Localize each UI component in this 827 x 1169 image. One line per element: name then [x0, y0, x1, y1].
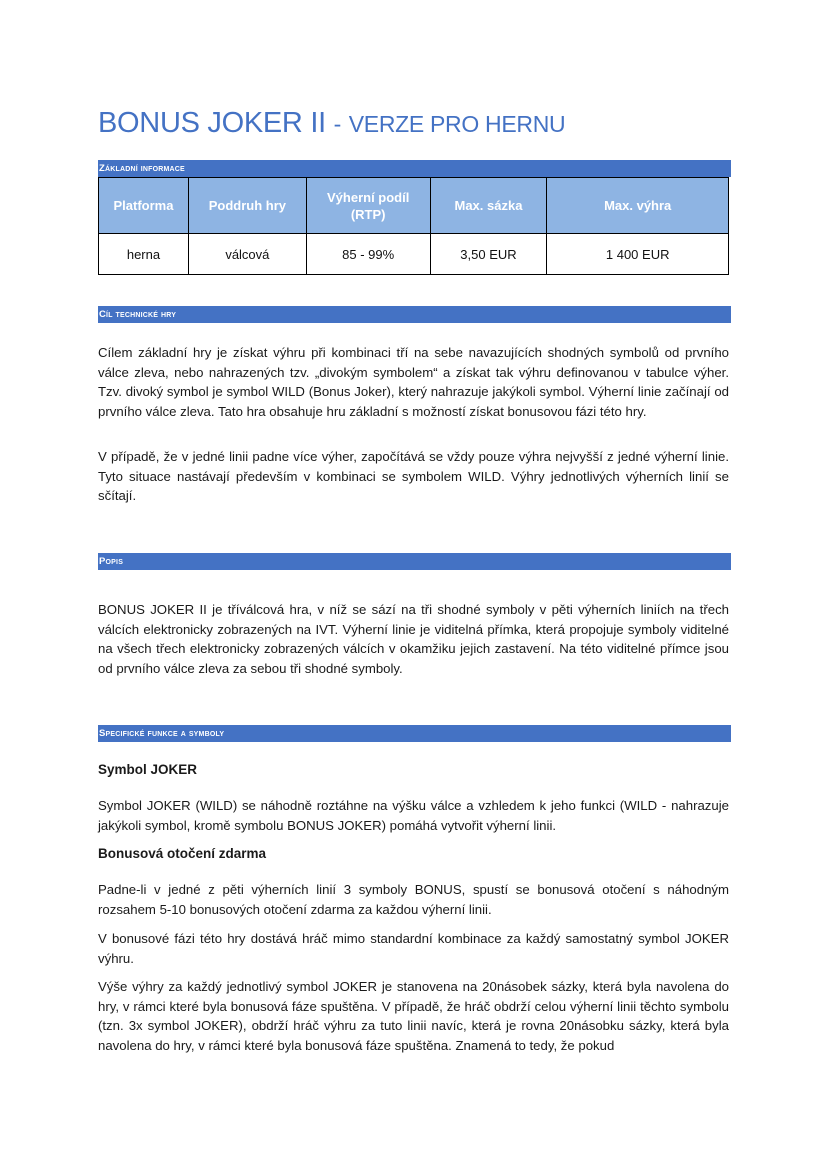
title-main: BONUS JOKER II: [98, 107, 326, 139]
section-header-popis: Popis: [98, 553, 731, 570]
info-table-header-row: [99, 178, 729, 234]
title-separator: -: [333, 111, 341, 137]
cell-rtp: 85 - 99%: [306, 234, 430, 275]
table-row: [99, 234, 729, 275]
header-platforma: Platforma: [99, 178, 189, 234]
cil-paragraph-2: V případě, že v jedné linii padne více výher, započítává se vždy pouze výhra nejvyšší z jedné výherní linie. Tyto situace nastávají především v kombinaci se symbolem WILD. Výhry jednotlivých výherních linií se sčítají.: [98, 449, 729, 503]
cell-max-vyhra: 1 400 EUR: [547, 234, 729, 275]
cell-platforma: herna: [99, 234, 189, 275]
title-sub: VERZE PRO HERNU: [348, 111, 566, 137]
section-header-zakladni: Základní informace: [98, 160, 731, 177]
header-rtp: Výherní podíl (RTP): [306, 178, 430, 234]
header-max-vyhra: Max. výhra: [547, 178, 729, 234]
bonus-paragraph-2: V bonusové fázi této hry dostává hráč mimo standardní kombinace za každý samostatný symbol JOKER výhru.: [98, 931, 729, 966]
cil-paragraph-1: Cílem základní hry je získat výhru při kombinaci tří na sebe navazujících shodných symbolů od prvního válce zleva, nebo nahrazených tzv. „divokým symbolem“ a získat tak výhru definovanou v tabulce výher. Tzv. divoký symbol je symbol WILD (Bonus Joker), který nahrazuje jakýkoli symbol. Výherní linie začínají od prvního válce zleva. Tato hra obsahuje hru základní s možností získat bonusovou fázi této hry.: [98, 345, 729, 419]
joker-paragraph: Symbol JOKER (WILD) se náhodně roztáhne na výšku válce a vzhledem k jeho funkci (WILD - nahrazuje jakýkoli symbol, kromě symbolu BONUS JOKER) pomáhá vytvořit výherní linii.: [98, 798, 729, 833]
cell-poddruh: válcová: [188, 234, 306, 275]
page-title: [98, 104, 565, 143]
header-max-sazka: Max. sázka: [430, 178, 547, 234]
bonus-heading: Bonusová otočení zdarma: [98, 846, 267, 861]
info-table: [98, 177, 729, 275]
bonus-paragraph-1: Padne-li v jedné z pěti výherních linií 3 symboly BONUS, spustí se bonusová otočení s náhodným rozsahem 5-10 bonusových otočení zdarma za každou výherní linii.: [98, 882, 729, 917]
section-header-specificke: Specifické funkce a symboly: [98, 725, 731, 742]
cell-max-sazka: 3,50 EUR: [430, 234, 547, 275]
section-header-cil: Cíl technické hry: [98, 306, 731, 323]
header-poddruh: Poddruh hry: [188, 178, 306, 234]
bonus-paragraph-3: Výše výhry za každý jednotlivý symbol JOKER je stanovena na 20násobek sázky, která byla navolena do hry, v rámci které byla bonusová fáze spuštěna. V případě, že hráč obdrží celou výherní linii těchto symbolu (tzn. 3x symbol JOKER), obdrží hráč výhru za tuto linii navíc, která je rovna 20násobku sázky, která byla navolena do hry, v rámci které byla bonusová fáze spuštěna. Znamená to tedy, že pokud: [98, 979, 729, 1053]
popis-paragraph-1: BONUS JOKER II je tříválcová hra, v níž se sází na tři shodné symboly v pěti výherních liniích na třech válcích elektronicky zobrazených na IVT. Výherní linie je viditelná přímka, která propojuje symboly viditelné na všech třech elektronicky zobrazených válcích v okamžiku jejich zastavení. Na této viditelné přímce jsou od prvního válce zleva za sebou tři shodné symboly.: [98, 602, 729, 676]
joker-heading: Symbol JOKER: [98, 762, 198, 777]
